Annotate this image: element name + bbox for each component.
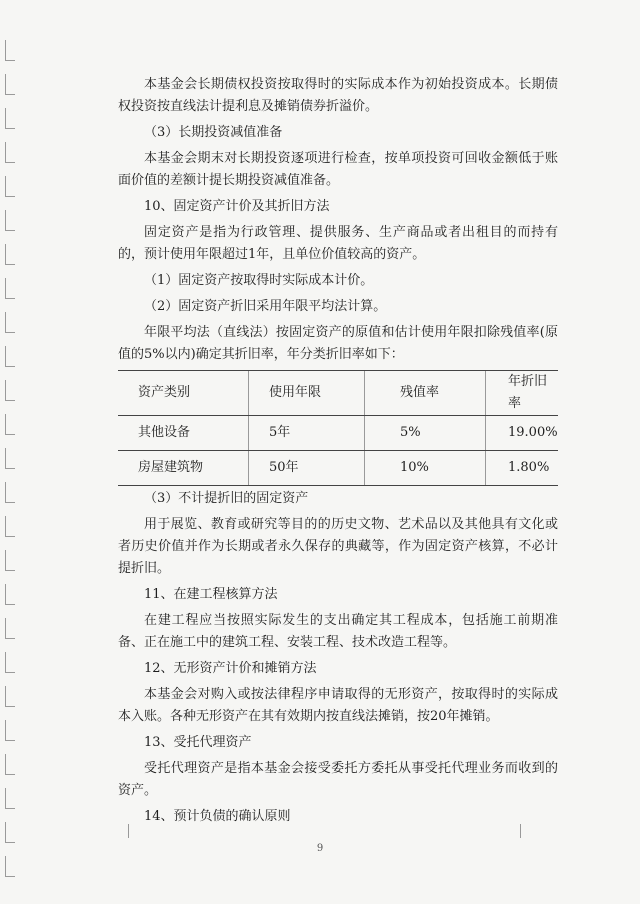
binding-mark — [5, 346, 15, 367]
paragraph-p7: （2）固定资产折旧采用年限平均法计算。 — [144, 299, 387, 314]
binding-mark — [5, 788, 15, 809]
cell-asset-category: 房屋建筑物 — [118, 451, 249, 486]
binding-mark — [5, 618, 15, 639]
table-row — [118, 451, 558, 486]
binding-mark — [5, 822, 15, 843]
binding-mark — [5, 108, 15, 129]
header-asset-category: 资产类别 — [118, 371, 249, 416]
cell-residual-rate: 5% — [365, 416, 486, 451]
cell-annual-rate: 19.00% — [486, 416, 559, 451]
binding-mark — [5, 176, 15, 197]
paragraph-p12: 在建工程应当按照实际发生的支出确定其工程成本，包括施工前期准备、正在施工中的建筑工程、安装工程、技术改造工程等。 — [118, 613, 558, 650]
binding-mark — [5, 686, 15, 707]
paragraph-p17: 14、预计负债的确认原则 — [144, 809, 291, 824]
cell-useful-life: 50年 — [249, 451, 365, 486]
paragraph-p6: （1）固定资产按取得时实际成本计价。 — [144, 273, 374, 288]
binding-mark — [5, 652, 15, 673]
paragraphs-bottom — [118, 488, 558, 828]
paragraph-p9: （3）不计提折旧的固定资产 — [144, 491, 309, 506]
footer-tick-right — [520, 824, 521, 838]
binding-mark — [5, 856, 15, 877]
binding-mark — [5, 244, 15, 265]
binding-edge — [0, 0, 20, 904]
cell-annual-rate: 1.80% — [486, 451, 559, 486]
table-row — [118, 416, 558, 451]
binding-mark — [5, 414, 15, 435]
paragraph-p4: 10、固定资产计价及其折旧方法 — [144, 199, 330, 214]
binding-mark — [5, 380, 15, 401]
paragraph-p1: 本基金会长期债权投资按取得时的实际成本作为初始投资成本。长期债权投资按直线法计提利息及摊销债券折溢价。 — [118, 77, 558, 114]
binding-mark — [5, 448, 15, 469]
paragraph-p3: 本基金会期末对长期投资逐项进行检查，按单项投资可回收金额低于账面价值的差额计提长期投资减值准备。 — [118, 151, 558, 188]
cell-residual-rate: 10% — [365, 451, 486, 486]
binding-mark — [5, 278, 15, 299]
paragraph-p16: 受托代理资产是指本基金会接受委托方委托从事受托代理业务而收到的资产。 — [118, 761, 558, 798]
binding-mark — [5, 584, 15, 605]
binding-mark — [5, 754, 15, 775]
paragraph-p10: 用于展览、教育或研究等目的的历史文物、艺术品以及其他具有文化或者历史价值并作为长期或者永久保存的典藏等，作为固定资产核算，不必计提折旧。 — [118, 517, 558, 576]
paragraph-p2: （3）长期投资减值准备 — [144, 125, 283, 140]
paragraph-p14: 本基金会对购入或按法律程序申请取得的无形资产，按取得时的实际成本入账。各种无形资产在其有效期内按直线法摊销，按20年摊销。 — [118, 687, 558, 724]
paragraph-p5: 固定资产是指为行政管理、提供服务、生产商品或者出租目的而持有的，预计使用年限超过1年，且单位价值较高的资产。 — [118, 225, 558, 262]
document-body — [118, 74, 558, 832]
binding-mark — [5, 516, 15, 537]
depreciation-table — [118, 370, 558, 486]
header-residual-rate: 残值率 — [365, 371, 486, 416]
paragraph-p13: 12、无形资产计价和摊销方法 — [144, 661, 317, 676]
binding-mark — [5, 142, 15, 163]
cell-useful-life: 5年 — [249, 416, 365, 451]
binding-mark — [5, 210, 15, 231]
binding-mark — [5, 312, 15, 333]
header-annual-rate: 年折旧率 — [486, 371, 559, 416]
footer-tick-left — [128, 824, 129, 838]
cell-asset-category: 其他设备 — [118, 416, 249, 451]
binding-mark — [5, 720, 15, 741]
binding-mark — [5, 550, 15, 571]
binding-mark — [5, 482, 15, 503]
page-number: 9 — [316, 843, 324, 854]
paragraph-p8: 年限平均法（直线法）按固定资产的原值和估计使用年限扣除残值率(原值的5%以内)确定其折旧率，年分类折旧率如下： — [118, 325, 558, 362]
paragraph-p15: 13、受托代理资产 — [144, 735, 252, 750]
header-useful-life: 使用年限 — [249, 371, 365, 416]
binding-mark — [5, 40, 15, 61]
binding-mark — [5, 74, 15, 95]
paragraphs-top — [118, 74, 558, 366]
paragraph-p11: 11、在建工程核算方法 — [144, 587, 278, 602]
table-header-row — [118, 371, 558, 416]
